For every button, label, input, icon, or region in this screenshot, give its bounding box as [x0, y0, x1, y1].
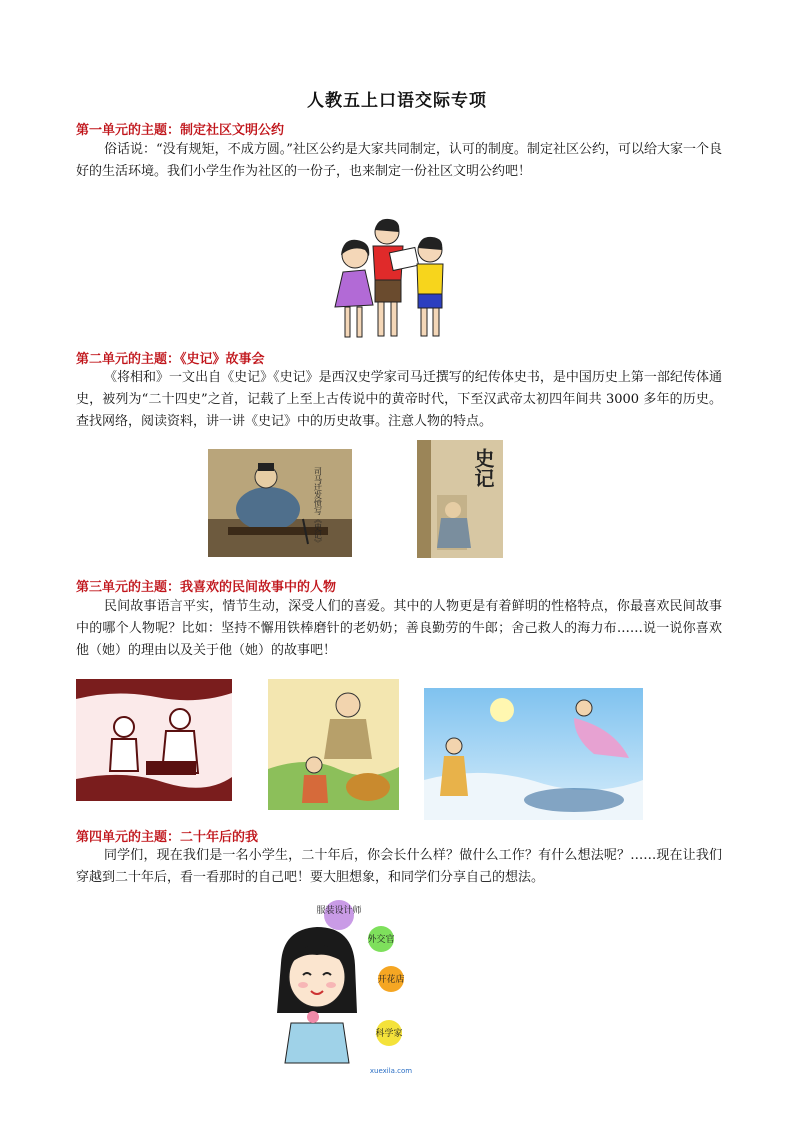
hailibu-illustration: [424, 688, 643, 820]
future-self-illustration: [273, 893, 423, 1078]
bubble-fashion-designer: 服装设计师: [316, 906, 362, 916]
kids-reading-illustration: [325, 210, 455, 345]
bubble-diplomat: 外交官: [367, 935, 395, 945]
cowherd-illustration: [268, 679, 399, 810]
unit4-heading: 第四单元的主题：二十年后的我: [76, 830, 259, 845]
grandma-grinding-needle-illustration: [76, 679, 232, 801]
unit4-body: 同学们，现在我们是一名小学生，二十年后，你会长什么样？做什么工作？有什么想法呢？……现在让我们穿越到二十年后，看一看那时的自己吧！要大胆想象，和同学们分享自己的想法。: [76, 848, 722, 885]
unit2-body: 《将相和》一文出自《史记》《史记》是西汉史学家司马迁撰写的纪传体史书，是中国历史上第一部纪传体通史，被列为“二十四史”之首，记载了上至上古传说中的黄帝时代，下至汉武帝太初四年间共 3000 多年的历史。查找网络，阅读资料，讲一讲《史记》中的历史故事。注意人物的特点。: [76, 370, 722, 429]
book-title: 史记: [471, 448, 495, 488]
sima-caption: 司马迁发愤写《史记》: [313, 467, 323, 547]
unit2-heading: 第二单元的主题：《史记》故事会: [76, 352, 265, 367]
watermark: xuexila.com: [369, 1067, 413, 1075]
bubble-scientist: 科学家: [375, 1029, 403, 1039]
unit1-body: 俗话说：“没有规矩，不成方圆。”社区公约是大家共同制定，认可的制度。制定社区公约，可以给大家一个良好的生活环境。我们小学生作为社区的一份子，也来制定一份社区文明公约吧！: [76, 142, 722, 179]
unit3-body: 民间故事语言平实，情节生动，深受人们的喜爱。其中的人物更是有着鲜明的性格特点，你最喜欢民间故事中的哪个人物呢？比如：坚持不懈用铁棒磨针的老奶奶；善良勤劳的牛郎；舍己救人的海力布……说一说你喜欢他（她）的理由以及关于他（她）的故事吧！: [76, 599, 722, 658]
sima-qian-painting: [208, 449, 352, 557]
unit3-heading: 第三单元的主题：我喜欢的民间故事中的人物: [76, 580, 337, 595]
unit1-heading: 第一单元的主题：制定社区文明公约: [76, 123, 285, 138]
page-title: 人教五上口语交际专项: [307, 91, 487, 111]
shiji-book-cover: [417, 440, 503, 558]
bubble-flower-shop: 开花店: [377, 975, 405, 985]
